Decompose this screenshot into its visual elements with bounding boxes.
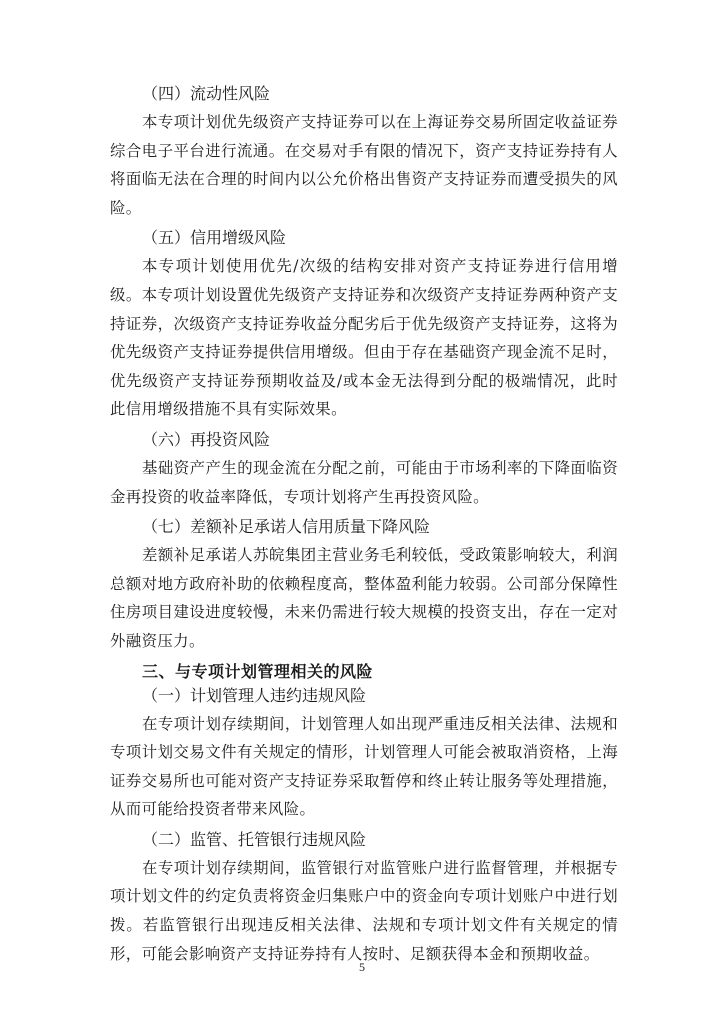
section-heading-management-risk: 三、与专项计划管理相关的风险 [142,661,374,681]
subheading-manager-violation-risk: （一）计划管理人违约违规风险 [142,685,367,705]
subheading-guarantor-credit-risk: （七）差额补足承诺人信用质量下降风险 [142,517,431,537]
document-body [110,84,618,974]
subheading-credit-enhancement-risk: （五）信用增级风险 [142,228,287,248]
subheading-liquidity-risk: （四）流动性风险 [142,84,271,103]
paragraph-bank-violation-risk: 在专项计划存续期间，监管银行对监管账户进行监督管理，并根据专项计划文件的约定负责将资金归集账户中的资金向专项计划账户中进行划拨。若监管银行出现违反相关法律、法规和专项计划文件有关规定的情形，可能会影响资产支持证券持有人按时、足额获得本金和预期收益。 [110,858,618,963]
subheading-bank-violation-risk: （二）监管、托管银行违规风险 [142,829,367,849]
page-number: 5 [359,960,365,974]
paragraph-liquidity-risk: 本专项计划优先级资产支持证券可以在上海证券交易所固定收益证券综合电子平台进行流通。在交易对手有限的情况下，资产支持证券持有人将面临无法在合理的时间内以公允价格出售资产支持证券而遭受损失的风险。 [110,113,618,217]
paragraph-reinvestment-risk: 基础资产产生的现金流在分配之前，可能由于市场利率的下降面临资金再投资的收益率降低，专项计划将产生再投资风险。 [110,458,618,506]
subheading-reinvestment-risk: （六）再投资风险 [142,429,271,449]
paragraph-manager-violation-risk: 在专项计划存续期间，计划管理人如出现严重违反相关法律、法规和专项计划交易文件有关规定的情形，计划管理人可能会被取消资格，上海证券交易所也可能对资产支持证券采取暂停和终止转让服务等处理措施，从而可能给投资者带来风险。 [110,714,618,819]
paragraph-credit-enhancement-risk: 本专项计划使用优先/次级的结构安排对资产支持证券进行信用增级。本专项计划设置优先级资产支持证券和次级资产支持证券两种资产支持证券，次级资产支持证券收益分配劣后于优先级资产支持证券，这将为优先级资产支持证券提供信用增级。但由于存在基础资产现金流不足时，优先级资产支持证券预期收益及/或本金无法得到分配的极端情况，此时此信用增级措施不具有实际效果。 [110,257,618,419]
paragraph-guarantor-credit-risk: 差额补足承诺人苏皖集团主营业务毛利较低，受政策影响较大，利润总额对地方政府补助的依赖程度高，整体盈利能力较弱。公司部分保障性住房项目建设进度较慢，未来仍需进行较大规模的投资支出，存在一定对外融资压力。 [110,546,618,650]
